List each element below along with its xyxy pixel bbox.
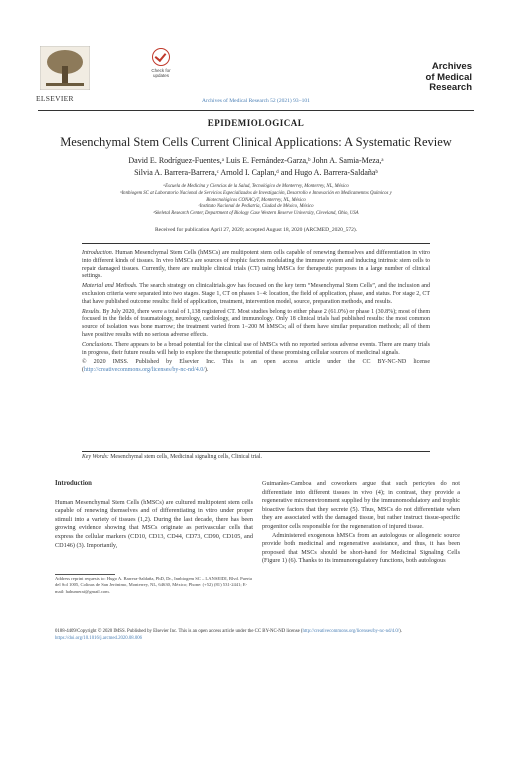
copyright-end: ). — [204, 367, 209, 374]
authors-line: David E. Rodríguez-Fuentes,ᵃ Luis E. Fernández-Garza,ᵇ John A. Samia-Meza,ᵃ — [128, 156, 384, 165]
doi-link[interactable]: https://doi.org/10.1016/j.arcmed.2020.08.006 — [55, 635, 143, 641]
body-paragraph: Guimarães-Camboa and coworkers argue that such pericytes do not differentiate into different tissues in vivo (4); in contrast, they provide a regenerative microenvironment supplied by the immunomodulatory and trophic bioactive factors that they secrete (5). Thus, MSCs do not differentiate when they are associated with the damaged tissue, but rather instruct tissue-specific progenitor cells responsible for the regeneration of injured tissue. — [262, 480, 460, 530]
abstract-copyright — [82, 359, 430, 375]
abstract-methods — [82, 283, 430, 306]
abstract-conclusions — [82, 342, 430, 358]
journal-reference[interactable]: Archives of Medical Research 52 (2021) 93−101 — [202, 98, 310, 104]
body-right-column — [262, 480, 460, 566]
publisher-name: ELSEVIER — [36, 94, 74, 103]
abstract-label: Material and Methods. — [82, 283, 138, 290]
header-divider — [38, 110, 474, 111]
check-for-updates-badge[interactable] — [148, 48, 174, 86]
journal-title — [426, 62, 472, 94]
affiliation: Biotecnológicos CONACyT, Monterrey, NL, México — [206, 197, 306, 203]
authors-line: Silvia A. Barrera-Barrera,ᶜ Arnold I. Caplan,ᵈ and Hugo A. Barrera-Saldañaᵇ — [134, 167, 378, 177]
body-paragraph: Administered exogenous hMSCs from an autologous or allogeneic source provide both medicinal and regenerative assistance, and thus, it has been proposed that MSCs should be short-hand for Medicinal Signaling Cells (Figure 1) (6). Thanks to its immunoregulatory functions, both autologous — [262, 531, 460, 565]
author-list — [60, 155, 452, 178]
affiliation: ᵇInnbiogem SC at Laboratorio Nacional de Servicios Especializados de Investigación, Desarrollo e Innovación en Medicamentos Químicos y — [120, 190, 392, 196]
page-footer — [55, 629, 465, 642]
keywords — [82, 454, 430, 460]
footer-license-link[interactable]: http://creativecommons.org/licenses/by-nc-nd/4.0/ — [302, 629, 400, 634]
abstract-label: Results. — [82, 308, 101, 315]
affiliation: ᵈSkeletal Research Center, Department of Biology Case Western Reserve University, Cleveland, Ohio, USA — [153, 211, 359, 217]
abstract-text: There appears to be a broad potential for the clinical use of hMSCs with no reported serious adverse events. There are many trials in progress, their future results will help to explore the therapeutic potential of these promising cellular sources of medicinal signals. — [82, 341, 430, 356]
abstract-text: By July 2020, there were a total of 1,138 registered CT. Most studies belong to either phase 2 (61.0%) or phase 1 (30.8%); most of them focused in the fields of traumatology, neurology, cardiology, and immunology. Only 18 clinical trials had published results: the most common source of isolation was bone marrow; the treatment varied from 1−200 M hMSCs; all of them have similar preparation methods; all of them have positive results with no serious adverse effects. — [82, 308, 431, 338]
received-dates: Received for publication April 27, 2020; accepted August 18, 2020 (ARCMED_2020_572). — [154, 227, 358, 233]
keywords-text: Mesenchymal stem cells, Medicinal signaling cells, Clinical trial. — [110, 454, 262, 460]
journal-title-line: of Medical — [425, 71, 472, 83]
keywords-label: Key Words: — [82, 454, 109, 460]
footnote-rule — [55, 574, 115, 575]
section-label: EPIDEMIOLOGICAL — [207, 118, 305, 128]
article-title: Mesenchymal Stem Cells Current Clinical Applications: A Systematic Review — [60, 135, 452, 149]
corresponding-author-footnote: Address reprint requests to: Hugo A. Barrera-Saldaña, PhD, Dr., Innbiogem SC – LANSEIDI, Blvd. Puerta del Sol 1005, Colinas de San Jerónimo, Monterrey, NL, 64630, México; Phone: (+52) (81) 531-2441; E-mail: hahumerai@gmail.com. — [55, 576, 252, 594]
affiliations — [40, 184, 472, 218]
check-badge-label: Check for updates — [151, 68, 171, 78]
footer-copyright: 0188-4409/Copyright © 2020 IMSS. Published by Elsevier Inc. This is an open access article under the CC BY-NC-ND license ( — [55, 629, 303, 634]
journal-title-line: Research — [429, 82, 472, 93]
affiliation: ᵃEscuela de Medicina y Ciencias de la Salud, Tecnológico de Monterrey, Monterrey, NL, México — [163, 184, 349, 189]
body-left-column — [55, 480, 253, 550]
abstract-text: The search strategy on clinicaltrials.gov has focused on the key term “Mesenchymal Stem Cells”, and the inclusion and exclusion criteria were separated into two stages. Stage 1, CT on phases 1−4: location, the field of application, phase, and status. For stage 2, CT that have published outcome results: field of application, treatment, intervention model, source, preparation methods, and results. — [82, 283, 431, 305]
abstract — [82, 250, 430, 377]
abstract-text: Human Mesenchymal Stem Cells (hMSCs) are multipotent stem cells capable of renewing themselves and differentiation in vitro into different kinds of tissues. In vivo hMSCs are sources of trophic factors modulating the immune system and inducing intrinsic stem cells to repair damaged tissues. Currently, there are multiple clinical trials (CT) using hMSCs for therapeutic purposes in a large number of clinical settings. — [82, 250, 431, 280]
journal-title-line: Archives — [431, 61, 472, 72]
abstract-label: Introduction. — [82, 250, 114, 256]
check-icon — [152, 48, 170, 66]
body-paragraph: Human Mesenchymal Stem Cells (hMSCs) are cultured multipotent stem cells capable of renewing themselves and of differentiating in vitro under proper stimuli into a variety of tissues (1,2). During the last decade, there has been growing evidence showing that MSCs originate as perivascular cells that express the cellular markers (CD10, CD13, CD44, CD73, CD90, CD105, and CD146) (3). Importantly, — [55, 498, 253, 549]
abstract-results — [82, 309, 430, 340]
affiliation: ᶜInstituto Nacional de Pediatría, Ciudad de México, México — [198, 204, 314, 210]
footer-copyright-end: ). — [399, 629, 402, 634]
abstract-top-rule — [82, 243, 430, 244]
abstract-introduction — [82, 250, 430, 281]
elsevier-tree-logo — [40, 46, 90, 90]
copyright-text: © 2020 IMSS. Published by Elsevier Inc. This is an open access article under the CC BY-NC-ND license ( — [82, 359, 430, 374]
abstract-label: Conclusions. — [82, 341, 114, 348]
keywords-rule — [82, 451, 430, 452]
introduction-heading: Introduction — [55, 480, 92, 487]
license-link[interactable]: http://creativecommons.org/licenses/by-nc-nd/4.0/ — [84, 367, 205, 374]
